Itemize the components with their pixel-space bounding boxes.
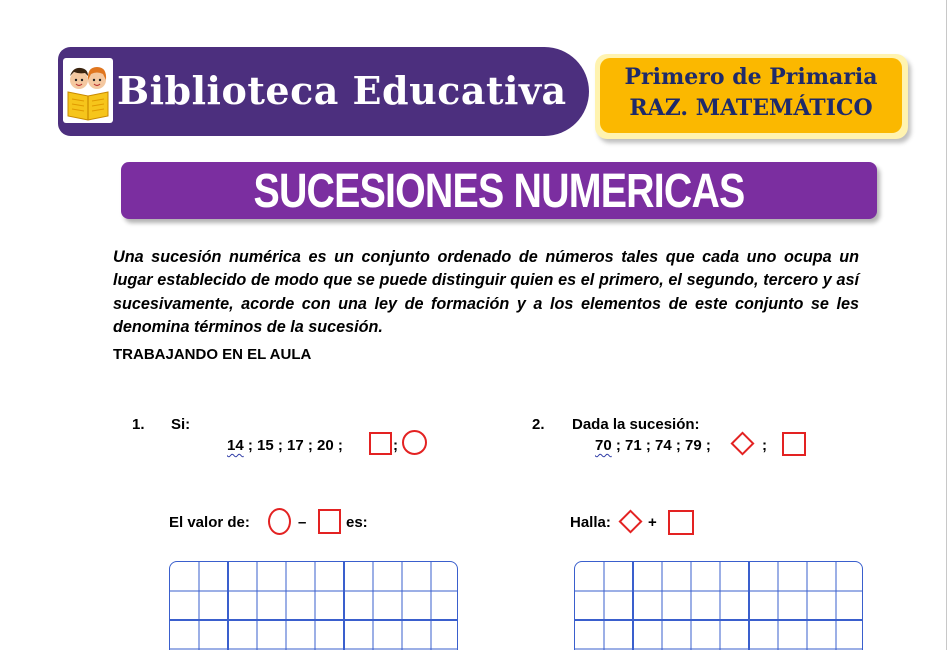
separator: ;: [393, 437, 398, 454]
problem-1-prompt: Si:: [171, 416, 191, 433]
sequence-first-term: 14: [227, 437, 244, 454]
blank-diamond-icon: [618, 509, 642, 533]
brand-title: Biblioteca Educativa: [117, 68, 567, 113]
problem-1-question: El valor de:: [169, 514, 250, 531]
problem-1-number: 1.: [132, 416, 145, 433]
problem-2-question: Halla:: [570, 514, 611, 531]
intro-paragraph: Una sucesión numérica es un conjunto ordenado de números tales que cada uno ocupa un lugar establecido de modo que se puede distinguir quien es el primero, el segundo, tercero y así sucesivamente, acorde con una ley de formación y a los elementos de este conjunto se les denomina términos de la sucesión.: [113, 248, 859, 336]
problem-1-question-end: es:: [346, 514, 368, 531]
blank-square-icon: [318, 509, 341, 534]
page-edge: [946, 0, 947, 650]
subject-label: RAZ. MATEMÁTICO: [629, 95, 873, 121]
blank-square-icon: [782, 432, 806, 456]
problem-2-sequence: [595, 437, 711, 454]
sequence-terms: ; 71 ; 74 ; 79 ;: [611, 437, 711, 454]
answer-grid-1: [169, 561, 458, 650]
page-title: SUCESIONES NUMERICAS: [253, 165, 745, 218]
blank-circle-icon: [268, 508, 291, 535]
problem-1-sequence: [227, 437, 343, 454]
grade-label: Primero de Primaria: [624, 64, 878, 90]
blank-circle-icon: [402, 430, 427, 455]
section-heading: TRABAJANDO EN EL AULA: [113, 346, 312, 363]
minus-operator: –: [298, 514, 307, 531]
blank-square-icon: [668, 510, 694, 535]
blank-diamond-icon: [730, 431, 754, 455]
plus-operator: +: [648, 514, 657, 531]
blank-square-icon: [369, 432, 392, 455]
problem-2-prompt: Dada la sucesión:: [572, 416, 700, 433]
problem-2-number: 2.: [532, 416, 545, 433]
answer-grid-2: [574, 561, 863, 650]
children-reading-book-logo: [63, 58, 113, 123]
sequence-first-term: 70: [595, 437, 612, 454]
sequence-terms: ; 15 ; 17 ; 20 ;: [243, 437, 343, 454]
separator: ;: [762, 437, 767, 454]
